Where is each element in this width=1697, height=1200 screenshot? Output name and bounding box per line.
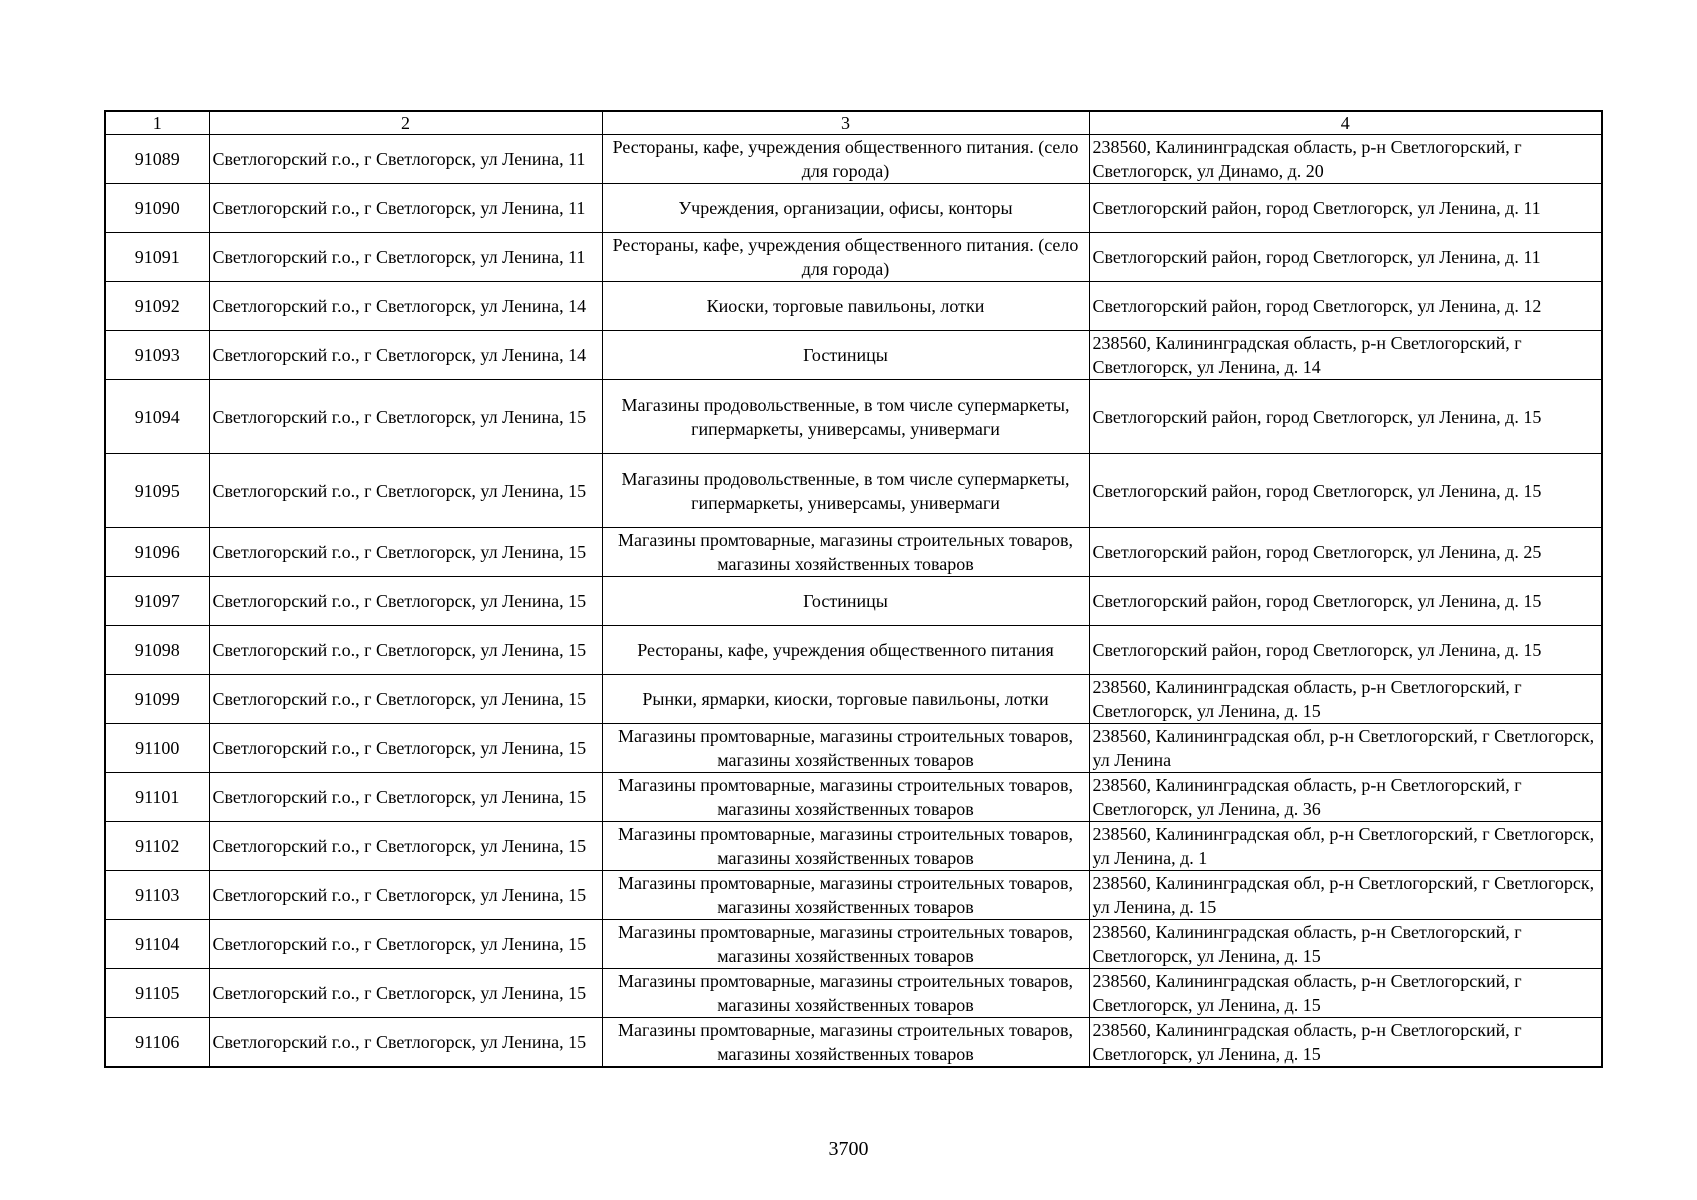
address-cell: Светлогорский г.о., г Светлогорск, ул Ленина, 11 — [209, 184, 602, 233]
address-cell: Светлогорский г.о., г Светлогорск, ул Ленина, 15 — [209, 675, 602, 724]
object-type-cell: Гостиницы — [602, 577, 1089, 626]
address-cell: Светлогорский г.о., г Светлогорск, ул Ленина, 15 — [209, 724, 602, 773]
row-number-cell: 91089 — [105, 135, 209, 184]
address-cell: Светлогорский г.о., г Светлогорск, ул Ленина, 11 — [209, 135, 602, 184]
address-cell: Светлогорский г.о., г Светлогорск, ул Ленина, 15 — [209, 1018, 602, 1068]
row-number-cell: 91093 — [105, 331, 209, 380]
table-body — [105, 135, 1602, 1068]
location-cell: 238560, Калининградская область, р-н Светлогорский, г Светлогорск, ул Динамо, д. 20 — [1089, 135, 1602, 184]
table-row — [105, 135, 1602, 184]
address-cell: Светлогорский г.о., г Светлогорск, ул Ленина, 15 — [209, 528, 602, 577]
table-row — [105, 380, 1602, 454]
table-row — [105, 675, 1602, 724]
row-number-cell: 91095 — [105, 454, 209, 528]
address-cell: Светлогорский г.о., г Светлогорск, ул Ленина, 15 — [209, 454, 602, 528]
table-row — [105, 577, 1602, 626]
row-number-cell: 91104 — [105, 920, 209, 969]
row-number-cell: 91094 — [105, 380, 209, 454]
page-number: 3700 — [828, 1138, 869, 1160]
row-number-cell: 91102 — [105, 822, 209, 871]
address-cell: Светлогорский г.о., г Светлогорск, ул Ленина, 15 — [209, 920, 602, 969]
table-row — [105, 626, 1602, 675]
row-number-cell: 91092 — [105, 282, 209, 331]
location-cell: 238560, Калининградская обл, р-н Светлогорский, г Светлогорск, ул Ленина, д. 15 — [1089, 871, 1602, 920]
address-cell: Светлогорский г.о., г Светлогорск, ул Ленина, 11 — [209, 233, 602, 282]
table-row — [105, 1018, 1602, 1068]
object-type-cell: Магазины промтоварные, магазины строительных товаров, магазины хозяйственных товаров — [602, 969, 1089, 1018]
location-cell: Светлогорский район, город Светлогорск, ул Ленина, д. 12 — [1089, 282, 1602, 331]
table-row — [105, 969, 1602, 1018]
table-row — [105, 724, 1602, 773]
table-header — [105, 111, 1602, 135]
location-cell: 238560, Калининградская область, р-н Светлогорский, г Светлогорск, ул Ленина, д. 15 — [1089, 1018, 1602, 1068]
row-number-cell: 91096 — [105, 528, 209, 577]
column-header-2: 2 — [209, 111, 602, 135]
table-row — [105, 822, 1602, 871]
row-number-cell: 91101 — [105, 773, 209, 822]
column-header-4: 4 — [1089, 111, 1602, 135]
row-number-cell: 91099 — [105, 675, 209, 724]
object-type-cell: Магазины промтоварные, магазины строительных товаров, магазины хозяйственных товаров — [602, 724, 1089, 773]
address-cell: Светлогорский г.о., г Светлогорск, ул Ленина, 15 — [209, 822, 602, 871]
row-number-cell: 91097 — [105, 577, 209, 626]
object-type-cell: Рестораны, кафе, учреждения общественного питания. (село для города) — [602, 233, 1089, 282]
location-cell: Светлогорский район, город Светлогорск, ул Ленина, д. 15 — [1089, 626, 1602, 675]
object-type-cell: Магазины промтоварные, магазины строительных товаров, магазины хозяйственных товаров — [602, 920, 1089, 969]
object-type-cell: Магазины промтоварные, магазины строительных товаров, магазины хозяйственных товаров — [602, 528, 1089, 577]
location-cell: Светлогорский район, город Светлогорск, ул Ленина, д. 15 — [1089, 577, 1602, 626]
table-row — [105, 282, 1602, 331]
address-cell: Светлогорский г.о., г Светлогорск, ул Ленина, 15 — [209, 871, 602, 920]
location-cell: 238560, Калининградская область, р-н Светлогорский, г Светлогорск, ул Ленина, д. 36 — [1089, 773, 1602, 822]
object-type-cell: Магазины продовольственные, в том числе супермаркеты, гипермаркеты, универсамы, универмаги — [602, 380, 1089, 454]
row-number-cell: 91100 — [105, 724, 209, 773]
object-type-cell: Рестораны, кафе, учреждения общественного питания. (село для города) — [602, 135, 1089, 184]
row-number-cell: 91106 — [105, 1018, 209, 1068]
column-header-1: 1 — [105, 111, 209, 135]
table-row — [105, 233, 1602, 282]
row-number-cell: 91090 — [105, 184, 209, 233]
object-type-cell: Магазины промтоварные, магазины строительных товаров, магазины хозяйственных товаров — [602, 1018, 1089, 1068]
row-number-cell: 91105 — [105, 969, 209, 1018]
row-number-cell: 91103 — [105, 871, 209, 920]
location-cell: 238560, Калининградская область, р-н Светлогорский, г Светлогорск, ул Ленина, д. 15 — [1089, 969, 1602, 1018]
object-type-cell: Учреждения, организации, офисы, конторы — [602, 184, 1089, 233]
object-type-cell: Рестораны, кафе, учреждения общественного питания — [602, 626, 1089, 675]
object-type-cell: Рынки, ярмарки, киоски, торговые павильоны, лотки — [602, 675, 1089, 724]
object-type-cell: Киоски, торговые павильоны, лотки — [602, 282, 1089, 331]
row-number-cell: 91091 — [105, 233, 209, 282]
address-cell: Светлогорский г.о., г Светлогорск, ул Ленина, 14 — [209, 331, 602, 380]
location-cell: Светлогорский район, город Светлогорск, ул Ленина, д. 15 — [1089, 454, 1602, 528]
address-cell: Светлогорский г.о., г Светлогорск, ул Ленина, 14 — [209, 282, 602, 331]
address-cell: Светлогорский г.о., г Светлогорск, ул Ленина, 15 — [209, 969, 602, 1018]
address-cell: Светлогорский г.о., г Светлогорск, ул Ленина, 15 — [209, 577, 602, 626]
registry-table — [104, 110, 1603, 1068]
location-cell: 238560, Калининградская область, р-н Светлогорский, г Светлогорск, ул Ленина, д. 15 — [1089, 675, 1602, 724]
location-cell: 238560, Калининградская область, р-н Светлогорский, г Светлогорск, ул Ленина, д. 14 — [1089, 331, 1602, 380]
location-cell: Светлогорский район, город Светлогорск, ул Ленина, д. 25 — [1089, 528, 1602, 577]
address-cell: Светлогорский г.о., г Светлогорск, ул Ленина, 15 — [209, 626, 602, 675]
table-row — [105, 773, 1602, 822]
address-cell: Светлогорский г.о., г Светлогорск, ул Ленина, 15 — [209, 380, 602, 454]
location-cell: 238560, Калининградская обл, р-н Светлогорский, г Светлогорск, ул Ленина, д. 1 — [1089, 822, 1602, 871]
table-row — [105, 871, 1602, 920]
location-cell: Светлогорский район, город Светлогорск, ул Ленина, д. 11 — [1089, 233, 1602, 282]
object-type-cell: Магазины продовольственные, в том числе супермаркеты, гипермаркеты, универсамы, универмаги — [602, 454, 1089, 528]
table-row — [105, 184, 1602, 233]
row-number-cell: 91098 — [105, 626, 209, 675]
table-row — [105, 920, 1602, 969]
table-row — [105, 528, 1602, 577]
table-row — [105, 331, 1602, 380]
object-type-cell: Магазины промтоварные, магазины строительных товаров, магазины хозяйственных товаров — [602, 822, 1089, 871]
location-cell: Светлогорский район, город Светлогорск, ул Ленина, д. 15 — [1089, 380, 1602, 454]
object-type-cell: Магазины промтоварные, магазины строительных товаров, магазины хозяйственных товаров — [602, 773, 1089, 822]
object-type-cell: Гостиницы — [602, 331, 1089, 380]
location-cell: 238560, Калининградская область, р-н Светлогорский, г Светлогорск, ул Ленина, д. 15 — [1089, 920, 1602, 969]
header-row — [105, 111, 1602, 135]
location-cell: 238560, Калининградская обл, р-н Светлогорский, г Светлогорск, ул Ленина — [1089, 724, 1602, 773]
table-row — [105, 454, 1602, 528]
address-cell: Светлогорский г.о., г Светлогорск, ул Ленина, 15 — [209, 773, 602, 822]
object-type-cell: Магазины промтоварные, магазины строительных товаров, магазины хозяйственных товаров — [602, 871, 1089, 920]
column-header-3: 3 — [602, 111, 1089, 135]
location-cell: Светлогорский район, город Светлогорск, ул Ленина, д. 11 — [1089, 184, 1602, 233]
